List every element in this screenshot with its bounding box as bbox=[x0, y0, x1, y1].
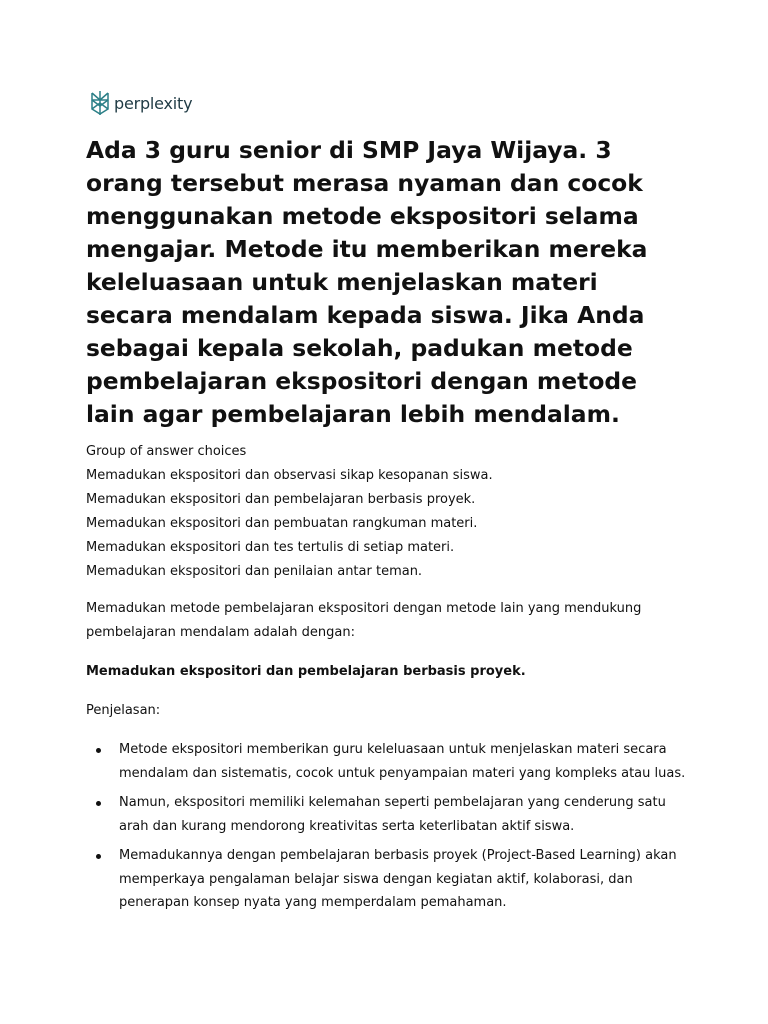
answer-choices bbox=[86, 440, 686, 584]
perplexity-logo bbox=[89, 88, 686, 118]
explanation-text: Metode ekspositori memberikan guru keleluasaan untuk menjelaskan materi secara mendalam dan sistematis, cocok untuk penyampaian materi yang kompleks atau luas. bbox=[119, 742, 686, 781]
perplexity-logo-icon bbox=[89, 90, 111, 116]
explanation-item bbox=[86, 791, 686, 838]
answer-bold: Memadukan ekspositori dan pembelajaran berbasis proyek. bbox=[86, 664, 526, 679]
explanation-label: Penjelasan: bbox=[86, 703, 161, 718]
choice-item: Memadukan ekspositori dan pembelajaran berbasis proyek. bbox=[86, 492, 476, 507]
question-heading: Ada 3 guru senior di SMP Jaya Wijaya. 3 orang tersebut merasa nyaman dan cocok menggunakan metode ekspositori selama mengajar. Metode itu memberikan mereka keleluasaan untuk menjelaskan materi secara mendalam kepada siswa. Jika Anda sebagai kepala sekolah, padukan metode pembelajaran ekspositori dengan metode lain agar pembelajaran lebih mendalam. bbox=[86, 136, 648, 428]
document-page bbox=[86, 88, 686, 921]
choice-item: Memadukan ekspositori dan observasi sikap kesopanan siswa. bbox=[86, 468, 493, 483]
bullet-icon bbox=[96, 854, 101, 859]
choice-item: Memadukan ekspositori dan pembuatan rangkuman materi. bbox=[86, 516, 478, 531]
explanation-text: Memadukannya dengan pembelajaran berbasis proyek (Project-Based Learning) akan memperkaya pengalaman belajar siswa dengan kegiatan aktif, kolaborasi, dan penerapan konsep nyata yang memperdalam pemahaman. bbox=[119, 848, 677, 910]
choices-header: Group of answer choices bbox=[86, 444, 247, 459]
bullet-icon bbox=[96, 801, 101, 806]
explanation-list bbox=[86, 738, 686, 915]
logo-text: perplexity bbox=[114, 93, 193, 113]
explanation-text: Namun, ekspositori memiliki kelemahan seperti pembelajaran yang cenderung satu arah dan kurang mendorong kreativitas serta keterlibatan aktif siswa. bbox=[119, 795, 666, 834]
choice-item: Memadukan ekspositori dan penilaian antar teman. bbox=[86, 564, 423, 579]
choice-item: Memadukan ekspositori dan tes tertulis di setiap materi. bbox=[86, 540, 455, 555]
bullet-icon bbox=[96, 748, 101, 753]
answer-intro: Memadukan metode pembelajaran ekspositori dengan metode lain yang mendukung pembelajaran mendalam adalah dengan: bbox=[86, 601, 642, 640]
explanation-item bbox=[86, 844, 686, 915]
explanation-item bbox=[86, 738, 686, 785]
